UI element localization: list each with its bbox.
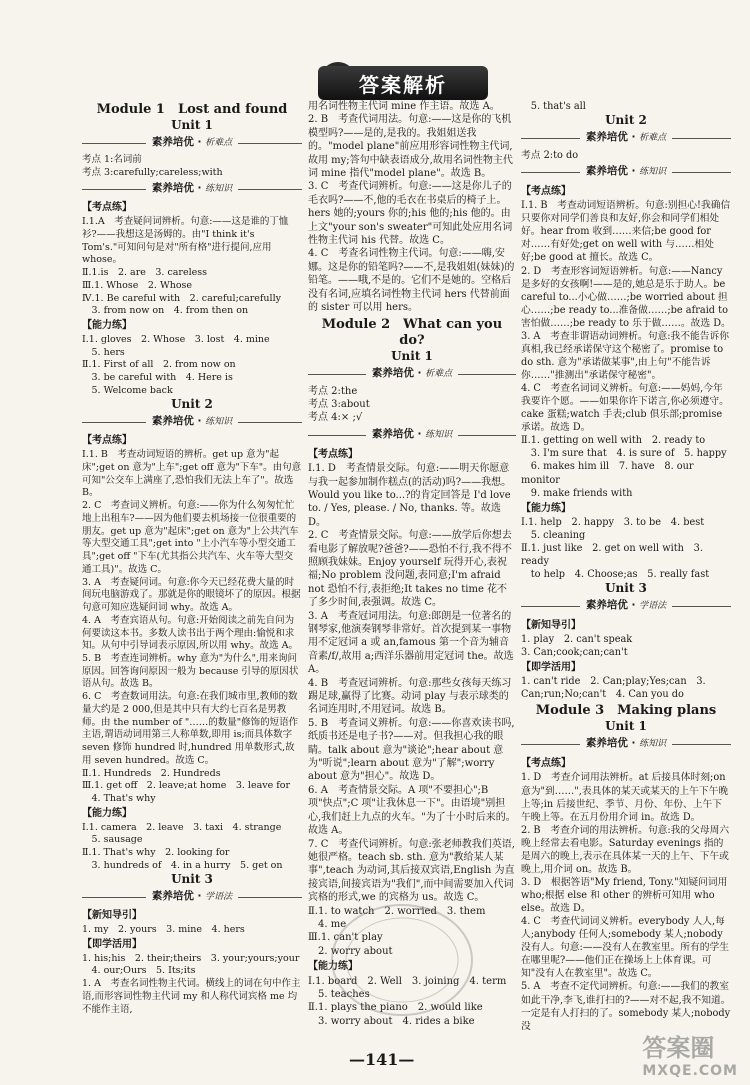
answer-line: to help 4. Choose;as 5. really fast bbox=[521, 568, 710, 580]
answer-line: 4. A 考查宾语从句。句意:开始阅读之前先自问为何要读这本书。多数人读书出于两个理由:愉悦和求知。从句中引导词表示原因,所以用 why。故选 A。 bbox=[82, 614, 299, 652]
answer-line: 3. A 考查冠词用法。句意:郎朗是一位著名的钢琴家,他演奏钢琴非常好。首次提到某一事物用不定冠词 a 或 an,famous 第一个音为辅音音素/f/,故用 a;西洋乐器前用定冠词 the。故选 A。 bbox=[308, 610, 514, 676]
exercise-tag: 【能力练】 bbox=[82, 807, 132, 819]
section-bar-subtitle: 练知识 bbox=[205, 184, 233, 195]
site-watermark bbox=[642, 1028, 738, 1079]
answer-line: 5. B 考查连词辨析。why 意为"为什么",用来询问原因。回答询问原因一般为 because 引导的原因状语从句。故选 B。 bbox=[82, 652, 299, 690]
watermark-text: 答案圈 bbox=[642, 1034, 715, 1062]
section-bar bbox=[521, 599, 731, 614]
answer-line: 4. C 考查代词词义辨析。everybody 人人,每人;anybody 任何人;somebody 某人;nobody 没有人。句意:——没有人在教室里。所有的学生在哪里呢?——他们正在操场上上体育课。可知"没有人在教室里"。故选 C。 bbox=[521, 916, 730, 980]
exercise-tag: 【考点练】 bbox=[521, 758, 571, 770]
answer-line: Ⅲ.1. can't play bbox=[308, 932, 383, 944]
answer-line: 5. that's all bbox=[521, 101, 586, 112]
unit-title: Unit 3 bbox=[171, 872, 213, 887]
section-bar bbox=[82, 182, 302, 197]
section-bar-label: 素养培优 · 析难点 bbox=[146, 136, 238, 148]
answer-line: 2. C 考查情景交际。句意:——放学后你想去看电影了解放呢?爸爸?——恐怕不行,我不得不照顾我妹妹。Enjoy yourself 玩得开心,表祝福;No problem 没问题,表同意;I'm afraid not 恐怕不行,表拒绝;It takes no time 花不了多少时间,表强调。故选 C。 bbox=[308, 530, 512, 609]
section-bar bbox=[521, 737, 731, 752]
section-bar bbox=[308, 428, 516, 443]
answer-line: 3. A 考查疑问词。句意:你今天已经花费大量的时间玩电脑游戏了。那就是你的眼镜坏了的原因。根据句意可知应选疑问词 why。故选 A。 bbox=[82, 576, 301, 614]
answer-line: 1. play 2. can't speak bbox=[521, 634, 633, 646]
answer-line: 5. A 考查不定代词辨析。句意:——我们的教室如此干净,李飞,谁打扫的?——对不起,我不知道。一定是有人打扫的了。somebody 某人;nobody 没 bbox=[521, 981, 731, 1032]
answer-line: 3. Can;cook;can;can't bbox=[521, 647, 628, 659]
answer-line: 1. my 2. yours 3. mine 4. hers bbox=[82, 924, 245, 936]
answer-line: 考点 3:about bbox=[308, 398, 370, 410]
module-title: Module 2 What can you do? bbox=[321, 316, 503, 348]
module-title: Module 1 Lost and found bbox=[96, 102, 288, 117]
exercise-tag: 【即学活用】 bbox=[82, 938, 142, 950]
answer-line: 考点 1:名词前 bbox=[82, 154, 142, 165]
unit-title: Unit 2 bbox=[171, 397, 213, 412]
section-bar-subtitle: 析难点 bbox=[205, 138, 233, 148]
unit-title: Unit 1 bbox=[171, 118, 213, 132]
section-bar-title: 素养培优 bbox=[151, 136, 194, 148]
answer-line: 5. Welcome back bbox=[82, 384, 173, 396]
exercise-tag: 【能力练】 bbox=[308, 961, 358, 973]
answer-line: 2. B 考查介词的用法辨析。句意:我的父母周六晚上经常去看电影。Saturday evenings 指的是周六的晚上,表示在具体某一天的上午、下午或晚上,用介词 on。故选 B。 bbox=[521, 824, 730, 875]
answer-line: 1. D 考查介词用法辨析。at 后接具体时刻;on 意为"到……",表具体的某天或某天的上午下午晚上等;in 后接世纪、季节、月份、年份、上午下午晚上等。在五月份用介词 in。故选 D。 bbox=[521, 772, 729, 823]
answer-line: 5. sausage bbox=[82, 834, 143, 846]
answer-line: 3. A 考查非谓语动词辨析。句意:我不能告诉你真相,我已经承诺保守这个秘密了。promise to do sth. 意为"承诺做某事",由上句"不能告诉你……"推测出"承诺保守秘密"。 bbox=[521, 330, 729, 381]
section-bar-subtitle: 练知识 bbox=[639, 167, 667, 178]
section-bar-subtitle: 学语法 bbox=[205, 892, 233, 903]
answer-line: Ⅱ.1. Hundreds 2. Hundreds bbox=[82, 767, 221, 779]
section-bar-subtitle: 练知识 bbox=[639, 739, 667, 750]
answer-line: Ⅱ.1.is 2. are 3. careless bbox=[82, 267, 208, 279]
module-title: Module 3 Making plans bbox=[535, 703, 717, 719]
answer-line: 3. D 根据答语"My friend, Tony."知疑问词用 who;根据 else 和 other 的辨析可知用 who else。故选 D。 bbox=[521, 876, 728, 915]
section-bar-label: 素养培优 · 析难点 bbox=[580, 131, 672, 143]
answer-line: 2. B 考查代词用法。句意:——这是你的飞机模型吗?——是的,是我的。我姐姐送我的。"model plane"前应用形容词性物主代词,故用 my;答句中缺表语成分,故用名词性物主代词 mine 指代"model plane"。故选 B。 bbox=[308, 114, 513, 180]
answer-line: Ⅱ.1. getting on well with 2. ready to bbox=[521, 435, 706, 447]
exercise-tag: 【新知导引】 bbox=[521, 620, 581, 631]
answer-line: 9. make friends with bbox=[521, 487, 633, 499]
answer-line: 2. C 考查词义辨析。句意:——你为什么匆匆忙忙地上出租车?——因为他们要去机场接一位很重要的朋友。get up 意为"起床";get on 意为"上公共汽车等大型交通工具";get into "上小汽车等小型交通工具";get off "下车(尤其指公共汽车、火车等大型交通工具)"。故选 C。 bbox=[82, 500, 299, 575]
answer-line: Ⅰ.1. B 考查动词短语的辨析。get up 意为"起床";get on 意为"上车";get off 意为"下车"。由句意可知"公交车上满座了,恐怕我们无法上车了"。故选 B。 bbox=[82, 449, 302, 499]
answer-line: 1. A 考查名词性物主代词。横线上的词在句中作主语,而形容词性物主代词 my 和人称代词宾格 me 均不能作主语, bbox=[82, 978, 301, 1015]
answer-line: 3. be careful with 4. Here is bbox=[82, 372, 233, 384]
answer-line: 3. worry about 4. rides a bike bbox=[308, 1015, 475, 1027]
exercise-tag: 【考点练】 bbox=[521, 186, 571, 198]
answer-line: 考点 2:the bbox=[308, 385, 358, 397]
page-number: —141— bbox=[349, 1050, 415, 1069]
section-bar-title: 素养培优 bbox=[371, 427, 414, 440]
section-bar-label: 素养培优 · 练知识 bbox=[146, 182, 238, 194]
answer-line: Ⅱ.1. to watch 2. worried 3. them bbox=[308, 905, 486, 917]
section-bar-title: 素养培优 bbox=[585, 131, 628, 144]
answer-line: 4. C 考查名词词义辨析。句意:——妈妈,今年我要许个愿。——如果你许下诺言,你必须遵守。cake 蛋糕;watch 手表;club 俱乐部;promise 承诺。故选 D。 bbox=[521, 383, 729, 434]
answer-line: 2. D 考查形容词短语辨析。句意:——Nancy是多好的女孩啊!——是的,她总是乐于助人。be careful to...小心做……;be worried about 担心……;be ready to...准备做……;be afraid to 害怕做……;be ready to 乐于做……。故选 D。 bbox=[521, 265, 731, 329]
section-bar-subtitle: 析难点 bbox=[425, 368, 453, 379]
answer-line: 7. C 考查代词辨析。句意:张老师教我们英语,她很严格。teach sb. sth. 意为"教给某人某事",teach 为动词,其后接双宾语,English 为直接宾语,间接宾语为"我们",而中间需要加入代词宾格的形式,we 的宾格为 us。故选 C。 bbox=[308, 838, 515, 904]
section-bar-title: 素养培优 bbox=[151, 890, 194, 903]
section-bar bbox=[308, 367, 516, 382]
answer-line: Ⅱ.1. That's why 2. looking for bbox=[82, 846, 230, 858]
exercise-tag: 【能力练】 bbox=[521, 502, 571, 514]
section-bar-label: 素养培优 · 练知识 bbox=[366, 428, 458, 440]
answer-line: 3. hundreds of 4. in a hurry 5. get on bbox=[82, 859, 283, 871]
section-bar-title: 素养培优 bbox=[585, 599, 628, 611]
section-bar-title: 素养培优 bbox=[371, 366, 414, 379]
section-bar-subtitle: 析难点 bbox=[639, 133, 667, 144]
answer-line: 6. A 考查情景交际。A 项"不要担心";B 项"快点";C 项"让我休息一下"。由语境"别担心,我们赶上九点的火车。"为了十小时后来的。故选 A。 bbox=[308, 784, 516, 837]
exercise-tag: 【考点练】 bbox=[82, 202, 132, 214]
answer-line: Ⅰ.1. camera 2. leave 3. taxi 4. strange bbox=[82, 821, 282, 833]
answer-line: 考点 2:to do bbox=[521, 150, 579, 162]
answer-line: Ⅰ.1. board 2. Well 3. joining 4. term bbox=[308, 975, 507, 987]
answer-line: Ⅰ.1. help 2. happy 3. to be 4. best bbox=[521, 516, 705, 528]
answer-line: Ⅱ.1. plays the piano 2. would like bbox=[308, 1002, 483, 1014]
unit-title: Unit 2 bbox=[605, 113, 647, 128]
section-bar bbox=[82, 415, 302, 430]
answer-line: 用名词性物主代词 mine 作主语。故选 A。 bbox=[308, 101, 500, 112]
answer-line: 2. worry about bbox=[308, 945, 393, 957]
answer-line: 5. hers bbox=[82, 346, 125, 358]
answer-line: 考点 3:carefully;careless;with bbox=[82, 166, 223, 178]
answer-line: Ⅰ.1. D 考查情景交际。句意:——明天你愿意与我一起参加制作糕点(的活动)吗?——我想。Would you like to...?的肯定回答是 I'd love to. / Yes, please. / No, thanks. 等。故选 D。 bbox=[308, 463, 512, 528]
answer-line: 5. cleaning bbox=[521, 529, 586, 541]
unit-title: Unit 1 bbox=[605, 719, 647, 734]
column-left bbox=[82, 100, 302, 1016]
answer-line: 4. B 考查冠词辨析。句意:那些女孩每天练习踢足球,赢得了比赛。动词 play 与表示球类的名词连用时,不用冠词。故选 B。 bbox=[308, 677, 512, 716]
exercise-tag: 【新知导引】 bbox=[82, 910, 142, 922]
answer-line: 1. can't ride 2. Can;play;Yes;can 3. Can;run;No;can't 4. Can you do bbox=[521, 676, 706, 701]
answer-line: 5. teaches bbox=[308, 988, 370, 1000]
section-bar-subtitle: 学语法 bbox=[639, 601, 667, 611]
answer-line: 6. C 考查数词用法。句意:在我们城市里,教师的数量大约是 2 000,但是其中只有大约七百名是男教师。由 the number of "……的数量"修饰的短语作主语,谓语动词用第三人称单数,即用 is;而具体数字 seven 修饰 hundred 时,hundred 用单数形式,故用 seven hundred。故选 C。 bbox=[82, 691, 299, 766]
answer-line: Ⅰ.1.A 考查疑问词辨析。句意:——这是谁的丁恤衫?——我想这是汤姆的。由"I think it's Tom's."可知问句是对"所有格"进行提问,应用 whose。 bbox=[82, 216, 289, 266]
answer-section-title: 答案解析 bbox=[318, 66, 488, 100]
section-bar-label: 素养培优 · 学语法 bbox=[146, 890, 238, 902]
answer-line: Ⅲ.1. get off 2. leave;at home 3. leave for bbox=[82, 780, 291, 792]
answer-line: 4. me bbox=[308, 918, 347, 930]
exercise-tag: 【考点练】 bbox=[82, 435, 132, 447]
unit-title: Unit 1 bbox=[391, 348, 433, 363]
section-bar bbox=[521, 131, 731, 146]
answer-line: Ⅳ.1. Be careful with 2. careful;carefully bbox=[82, 292, 281, 304]
exercise-tag: 【考点练】 bbox=[308, 448, 358, 460]
section-bar-title: 素养培优 bbox=[151, 182, 194, 195]
answer-line: 3. I'm sure that 4. is sure of 5. happy bbox=[521, 448, 727, 460]
section-bar bbox=[82, 136, 302, 151]
section-bar-label: 素养培优 · 练知识 bbox=[146, 415, 238, 427]
answer-line: 3. C 考查代词辨析。句意:——这是你儿子的毛衣吗?——不,他的毛衣在书桌后的椅子上。hers 她的;yours 你的;his 他的;his 他的。由上文"your son's sweater"可知此处应用名词性物主代词 his 代替。故选 C。 bbox=[308, 181, 513, 247]
section-bar-subtitle: 练知识 bbox=[205, 417, 233, 428]
section-bar-label: 素养培优 · 析难点 bbox=[366, 367, 458, 379]
answer-line: Ⅲ.1. Whose 2. Whose bbox=[82, 279, 193, 291]
section-bar-label: 素养培优 · 学语法 bbox=[580, 599, 672, 611]
answer-line: Ⅰ.1. B 考查动词短语辨析。句意:别担心!我确信只要你对同学们善良和友好,你会和同学们相处好。hear from 收到……来信;be good for 对……有好处;get on well with 与……相处好;be good at 擅长。故选 C。 bbox=[521, 200, 731, 264]
answer-line: Ⅰ.1. gloves 2. Whose 3. lost 4. mine bbox=[82, 333, 270, 345]
section-bar bbox=[82, 890, 302, 905]
answer-line: 1. his;his 2. their;theirs 3. your;yours;your bbox=[82, 952, 300, 964]
section-bar-title: 素养培优 bbox=[585, 737, 628, 750]
watermark-url: MXQE.COM bbox=[642, 1063, 738, 1079]
answer-line: 6. makes him ill 7. have 8. our monitor bbox=[521, 461, 694, 486]
section-bar-title: 素养培优 bbox=[151, 415, 194, 428]
column-middle bbox=[308, 100, 516, 1028]
answer-line: 考点 4:× ;√ bbox=[308, 412, 363, 424]
exercise-tag: 【即学活用】 bbox=[521, 662, 581, 674]
answer-line: Ⅱ.1. First of all 2. from now on bbox=[82, 359, 236, 371]
answer-line: 3. from now on 4. from then on bbox=[82, 305, 249, 317]
answer-line: 4. C 考查名词性物主代词。句意:——嗨,安娜。这是你的铅笔吗?——不,是我姐姐(妹妹)的铅笔。——哦,不是的。它们不是她的。空格后没有名词,应填名词性物主代词 hers 代替前面的 sister 可以用 hers。 bbox=[308, 248, 515, 314]
publisher-stamp-icon bbox=[322, 895, 482, 1025]
answer-line: 5. B 考查词义辨析。句意:——你喜欢读书吗,纸质书还是电子书?——对。但我担心我的眼睛。talk about 意为"谈论";hear about 意为"听说";learn about 意为"了解";worry about 意为"担心"。故选 D。 bbox=[308, 717, 515, 783]
section-bar-label: 素养培优 · 练知识 bbox=[580, 165, 672, 177]
section-bar bbox=[521, 165, 731, 180]
section-bar-label: 素养培优 · 练知识 bbox=[580, 737, 672, 749]
unit-title: Unit 3 bbox=[605, 581, 647, 595]
answer-line: 4. our;Ours 5. Its;its bbox=[82, 965, 196, 977]
section-bar-title: 素养培优 bbox=[585, 165, 628, 178]
answer-line: 4. That's why bbox=[82, 793, 156, 805]
section-bar-subtitle: 练知识 bbox=[425, 429, 453, 440]
exercise-tag: 【能力练】 bbox=[82, 320, 132, 332]
column-right bbox=[521, 100, 731, 1033]
answer-line: Ⅱ.1. just like 2. get on well with 3. ready bbox=[521, 542, 703, 567]
